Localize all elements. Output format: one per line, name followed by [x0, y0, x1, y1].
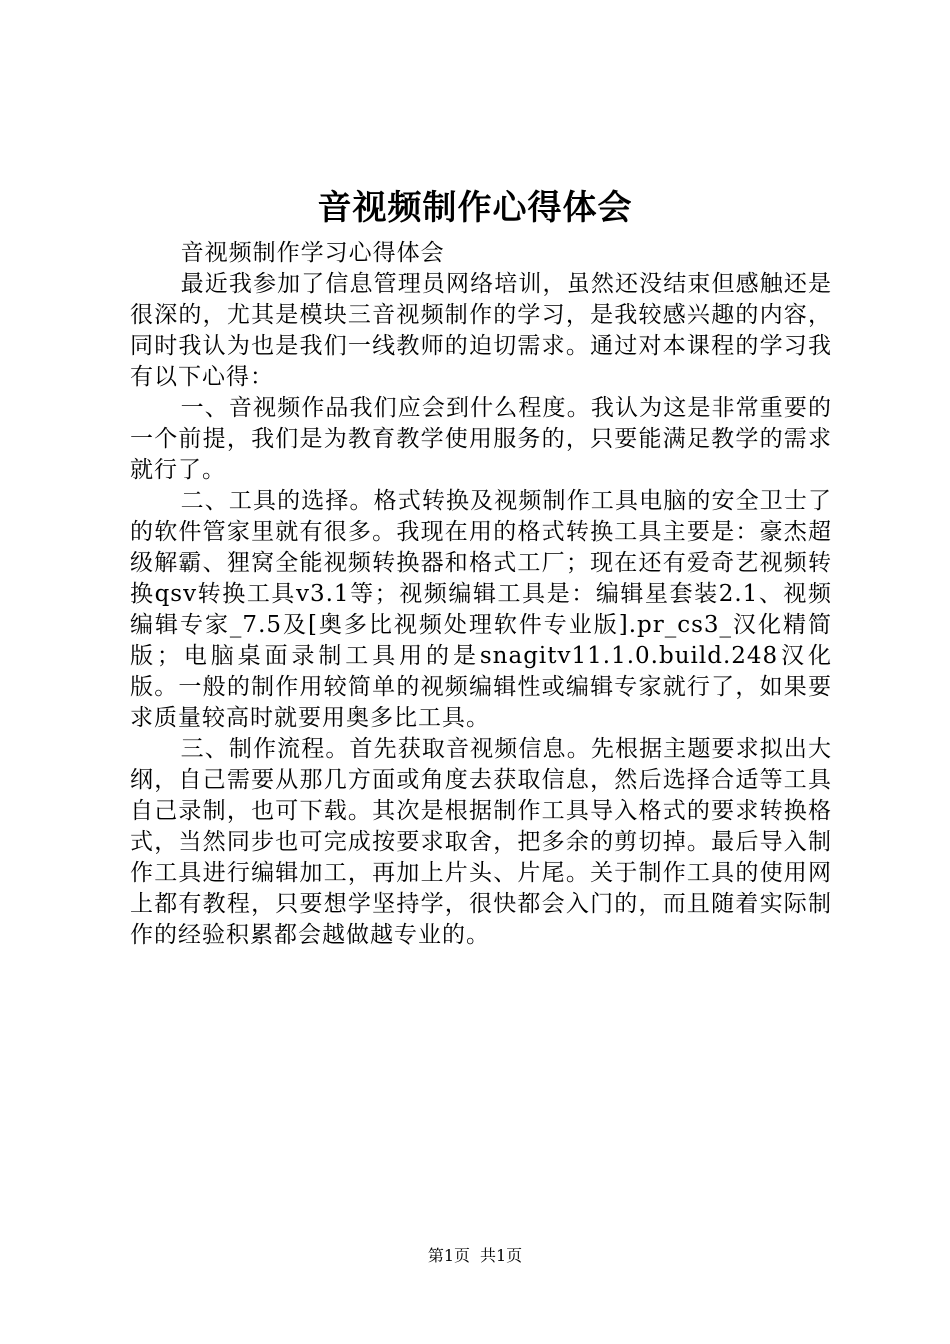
- page-footer: [0, 1245, 950, 1267]
- page-total: 共1页: [480, 1246, 523, 1265]
- document-title: 音视频制作心得体会: [317, 188, 633, 228]
- paragraph-intro: 最近我参加了信息管理员网络培训，虽然还没结束但感触还是很深的，尤其是模块三音视频制作的学习，是我较感兴趣的内容，同时我认为也是我们一线教师的迫切需求。通过对本课程的学习我有以下心得：: [130, 271, 832, 390]
- page-number: 第1页: [427, 1246, 470, 1265]
- paragraph-point-3: 三、制作流程。首先获取音视频信息。先根据主题要求拟出大纲，自己需要从那几方面或角度去获取信息，然后选择合适等工具自己录制，也可下载。其次是根据制作工具导入格式的要求转换格式，当然同步也可完成按要求取舍，把多余的剪切掉。最后导入制作工具进行编辑加工，再加上片头、片尾。关于制作工具的使用网上都有教程，只要想学坚持学，很快都会入门的，而且随着实际制作的经验积累都会越做越专业的。: [130, 736, 832, 948]
- document-body: [130, 238, 832, 951]
- paragraph-point-1: 一、音视频作品我们应会到什么程度。我认为这是非常重要的一个前提，我们是为教育教学使用服务的，只要能满足教学的需求就行了。: [130, 395, 832, 483]
- paragraph-subtitle: 音视频制作学习心得体会: [180, 240, 445, 266]
- paragraph-point-2: 二、工具的选择。格式转换及视频制作工具电脑的安全卫士了的软件管家里就有很多。我现在用的格式转换工具主要是：豪杰超级解霸、狸窝全能视频转换器和格式工厂；现在还有爱奇艺视频转换qsv转换工具v3.1等；视频编辑工具是：编辑星套装2.1、视频编辑专家_7.5及[奥多比视频处理软件专业版].pr_cs3_汉化精简版；电脑桌面录制工具用的是snagitv11.1.0.build.248汉化版。一般的制作用较简单的视频编辑性或编辑专家就行了，如果要求质量较高时就要用奥多比工具。: [130, 488, 832, 731]
